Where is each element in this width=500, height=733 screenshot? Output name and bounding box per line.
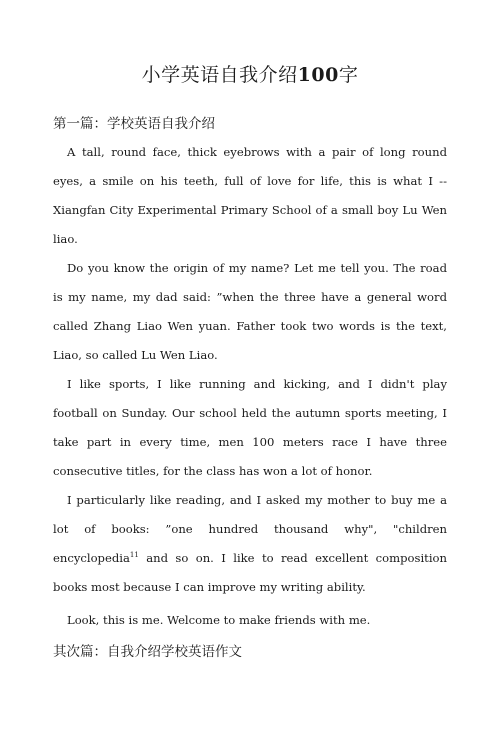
paragraph-text: Look, this is me. Welcome to make friends with me. — [67, 613, 371, 627]
paragraph-text: I particularly like reading, and I asked my mother to buy me a lot of books: ”one hundred thousand why", "children encyclopedia — [53, 493, 447, 565]
section-heading-1: 第一篇：学校英语自我介绍 — [53, 116, 215, 132]
paragraph-text: I like sports, I like running and kicking, and I didn't play football on Sunday. Our school held the autumn sports meeting, I take part in every time, men 100 meters race I have three consecutive titles, for the class has won a lot of honor. — [53, 377, 447, 478]
paragraph-sports — [53, 370, 447, 486]
paragraph-text: A tall, round face, thick eyebrows with a pair of long round eyes, a smile on his teeth, full of love for life, this is what I -- Xiangfan City Experimental Primary School of a small boy Lu Wen liao. — [53, 145, 447, 246]
paragraph-reading — [53, 486, 447, 602]
page-title — [0, 60, 500, 87]
footnote-mark: 11 — [129, 551, 139, 560]
title-number: 100 — [297, 64, 339, 86]
paragraph-name-origin — [53, 254, 447, 370]
paragraph-appearance — [53, 138, 447, 254]
title-text: 小学英语自我介绍 — [141, 64, 298, 86]
section-heading-2: 其次篇：自我介绍学校英语作文 — [53, 644, 242, 660]
paragraph-closing — [53, 606, 447, 635]
paragraph-text-continued: and so on. I like to read excellent composition books most because I can improve my writing ability. — [53, 551, 447, 594]
paragraph-text: Do you know the origin of my name? Let me tell you. The road is my name, my dad said: ”when the three have a general word called Zhang Liao Wen yuan. Father took two words is the text, Liao, so called Lu Wen Liao. — [53, 261, 447, 362]
title-suffix: 字 — [338, 64, 359, 86]
